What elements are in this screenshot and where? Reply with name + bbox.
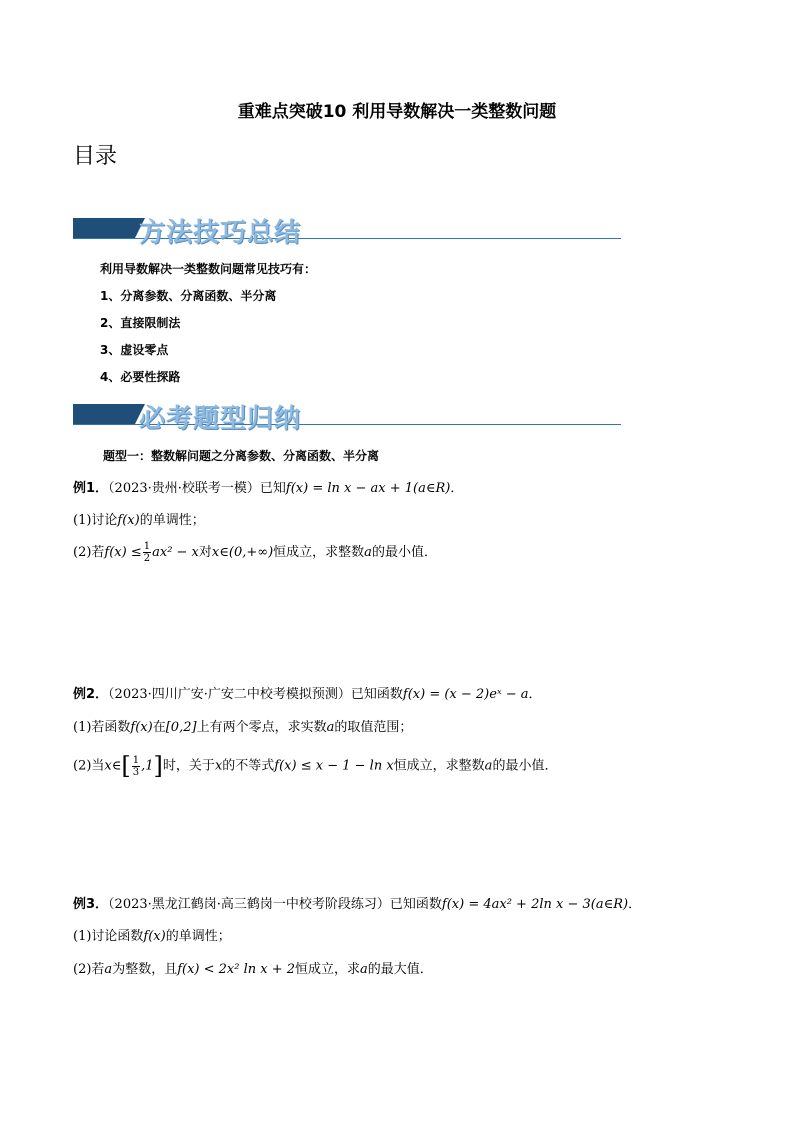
bracket-right: ] [153,752,163,780]
example-3-part-2 [73,958,433,977]
text: 的最小值． [492,758,558,774]
example-2-stem [73,683,542,702]
math: x [214,758,223,774]
punct: ． [528,687,542,702]
banner-bar [73,404,135,424]
example-1-source: （2023·贵州·校联考一模）已知 [108,481,286,496]
punct: ． [450,481,464,496]
math: x∈ [104,758,122,774]
example-2-part-2 [73,752,557,780]
section-banner-types [73,396,621,434]
math: [0,2] [165,720,197,735]
example-2-label: 例2． [73,687,109,702]
text: (1)讨论函数 [73,929,144,944]
math: f(x) [130,720,153,735]
math: a [104,962,113,977]
techniques-intro: 利用导数解决一类整数问题常见技巧有： [100,262,317,276]
text: 对 [198,545,212,560]
text: 的单调性； [165,929,231,944]
text: (1)讨论 [73,513,118,528]
example-1-label: 例1． [73,481,109,496]
text: (2)若 [73,545,105,560]
text: 上有两个零点，求实数 [196,720,327,735]
text: 时，关于 [162,758,215,774]
text: 恒成立，求整数 [273,545,365,560]
example-1-function: f(x) = ln x − ax + 1(a∈R) [285,481,451,496]
section-banner-methods [73,210,621,248]
section-title-methods: 方法技巧总结 [139,218,302,248]
section-title-types: 必考题型归纳 [139,404,302,434]
technique-item-3: 3、虚设零点 [100,343,169,357]
denominator: 3 [132,766,140,778]
text: 恒成立，求 [295,962,361,977]
math: ,1 [141,758,154,774]
banner-bar [73,218,135,238]
example-2-source: （2023·四川广安·广安二中校考模拟预测）已知函数 [108,687,403,702]
example-2-function: f(x) = (x − 2)eˣ − a [402,687,529,702]
page-title: 重难点突破10 利用导数解决一类整数问题 [237,102,557,122]
denominator: 2 [143,553,151,564]
example-1-stem [73,477,463,496]
text: (2)若 [73,962,105,977]
question-type-1: 题型一：整数解问题之分离参数、分离函数、半分离 [103,449,380,463]
math: a [326,720,335,735]
text: (1)若函数 [73,720,131,735]
example-3-part-1 [73,925,231,944]
text: 的单调性； [139,513,205,528]
toc-heading: 目录 [73,144,118,169]
technique-item-1: 1、分离参数、分离函数、半分离 [100,289,277,303]
example-3-function: f(x) = 4ax² + 2ln x − 3(a∈R) [441,897,629,912]
math: x∈(0,+∞) [211,545,274,560]
example-1-part-2 [73,541,437,564]
text: 在 [152,720,166,735]
technique-item-4: 4、必要性探路 [100,370,181,384]
punct: ． [628,897,642,912]
text: 恒成立，求整数 [393,758,485,774]
numerator: 1 [143,541,151,552]
text: 的取值范围； [334,720,413,735]
example-2-part-1 [73,716,412,735]
math: f(x) < 2x² ln x + 2 [177,962,296,977]
math: a [364,545,372,560]
technique-item-2: 2、直接限制法 [100,316,181,330]
example-3-stem [73,893,641,912]
math: f(x) ≤ x − 1 − ln x [274,758,394,774]
text: (2)当 [73,758,105,774]
math: ax² − x [152,545,199,560]
numerator: 1 [132,754,140,766]
example-3-label: 例3． [73,897,109,912]
text: 为整数，且 [112,962,178,977]
fraction [132,755,140,778]
math: a [484,758,493,774]
example-1-part-1 [73,509,205,528]
example-3-source: （2023·黑龙江鹤岗·高三鹤岗一中校考阶段练习）已知函数 [108,897,442,912]
math: a [360,962,368,977]
text: 的不等式 [222,758,275,774]
text: 的最大值． [367,962,433,977]
math: f(x) [143,929,166,944]
fraction [143,541,151,564]
bracket-left: [ [121,752,131,780]
text: 的最小值． [371,545,437,560]
math: f(x) ≤ [104,545,142,560]
math: f(x) [117,513,140,528]
